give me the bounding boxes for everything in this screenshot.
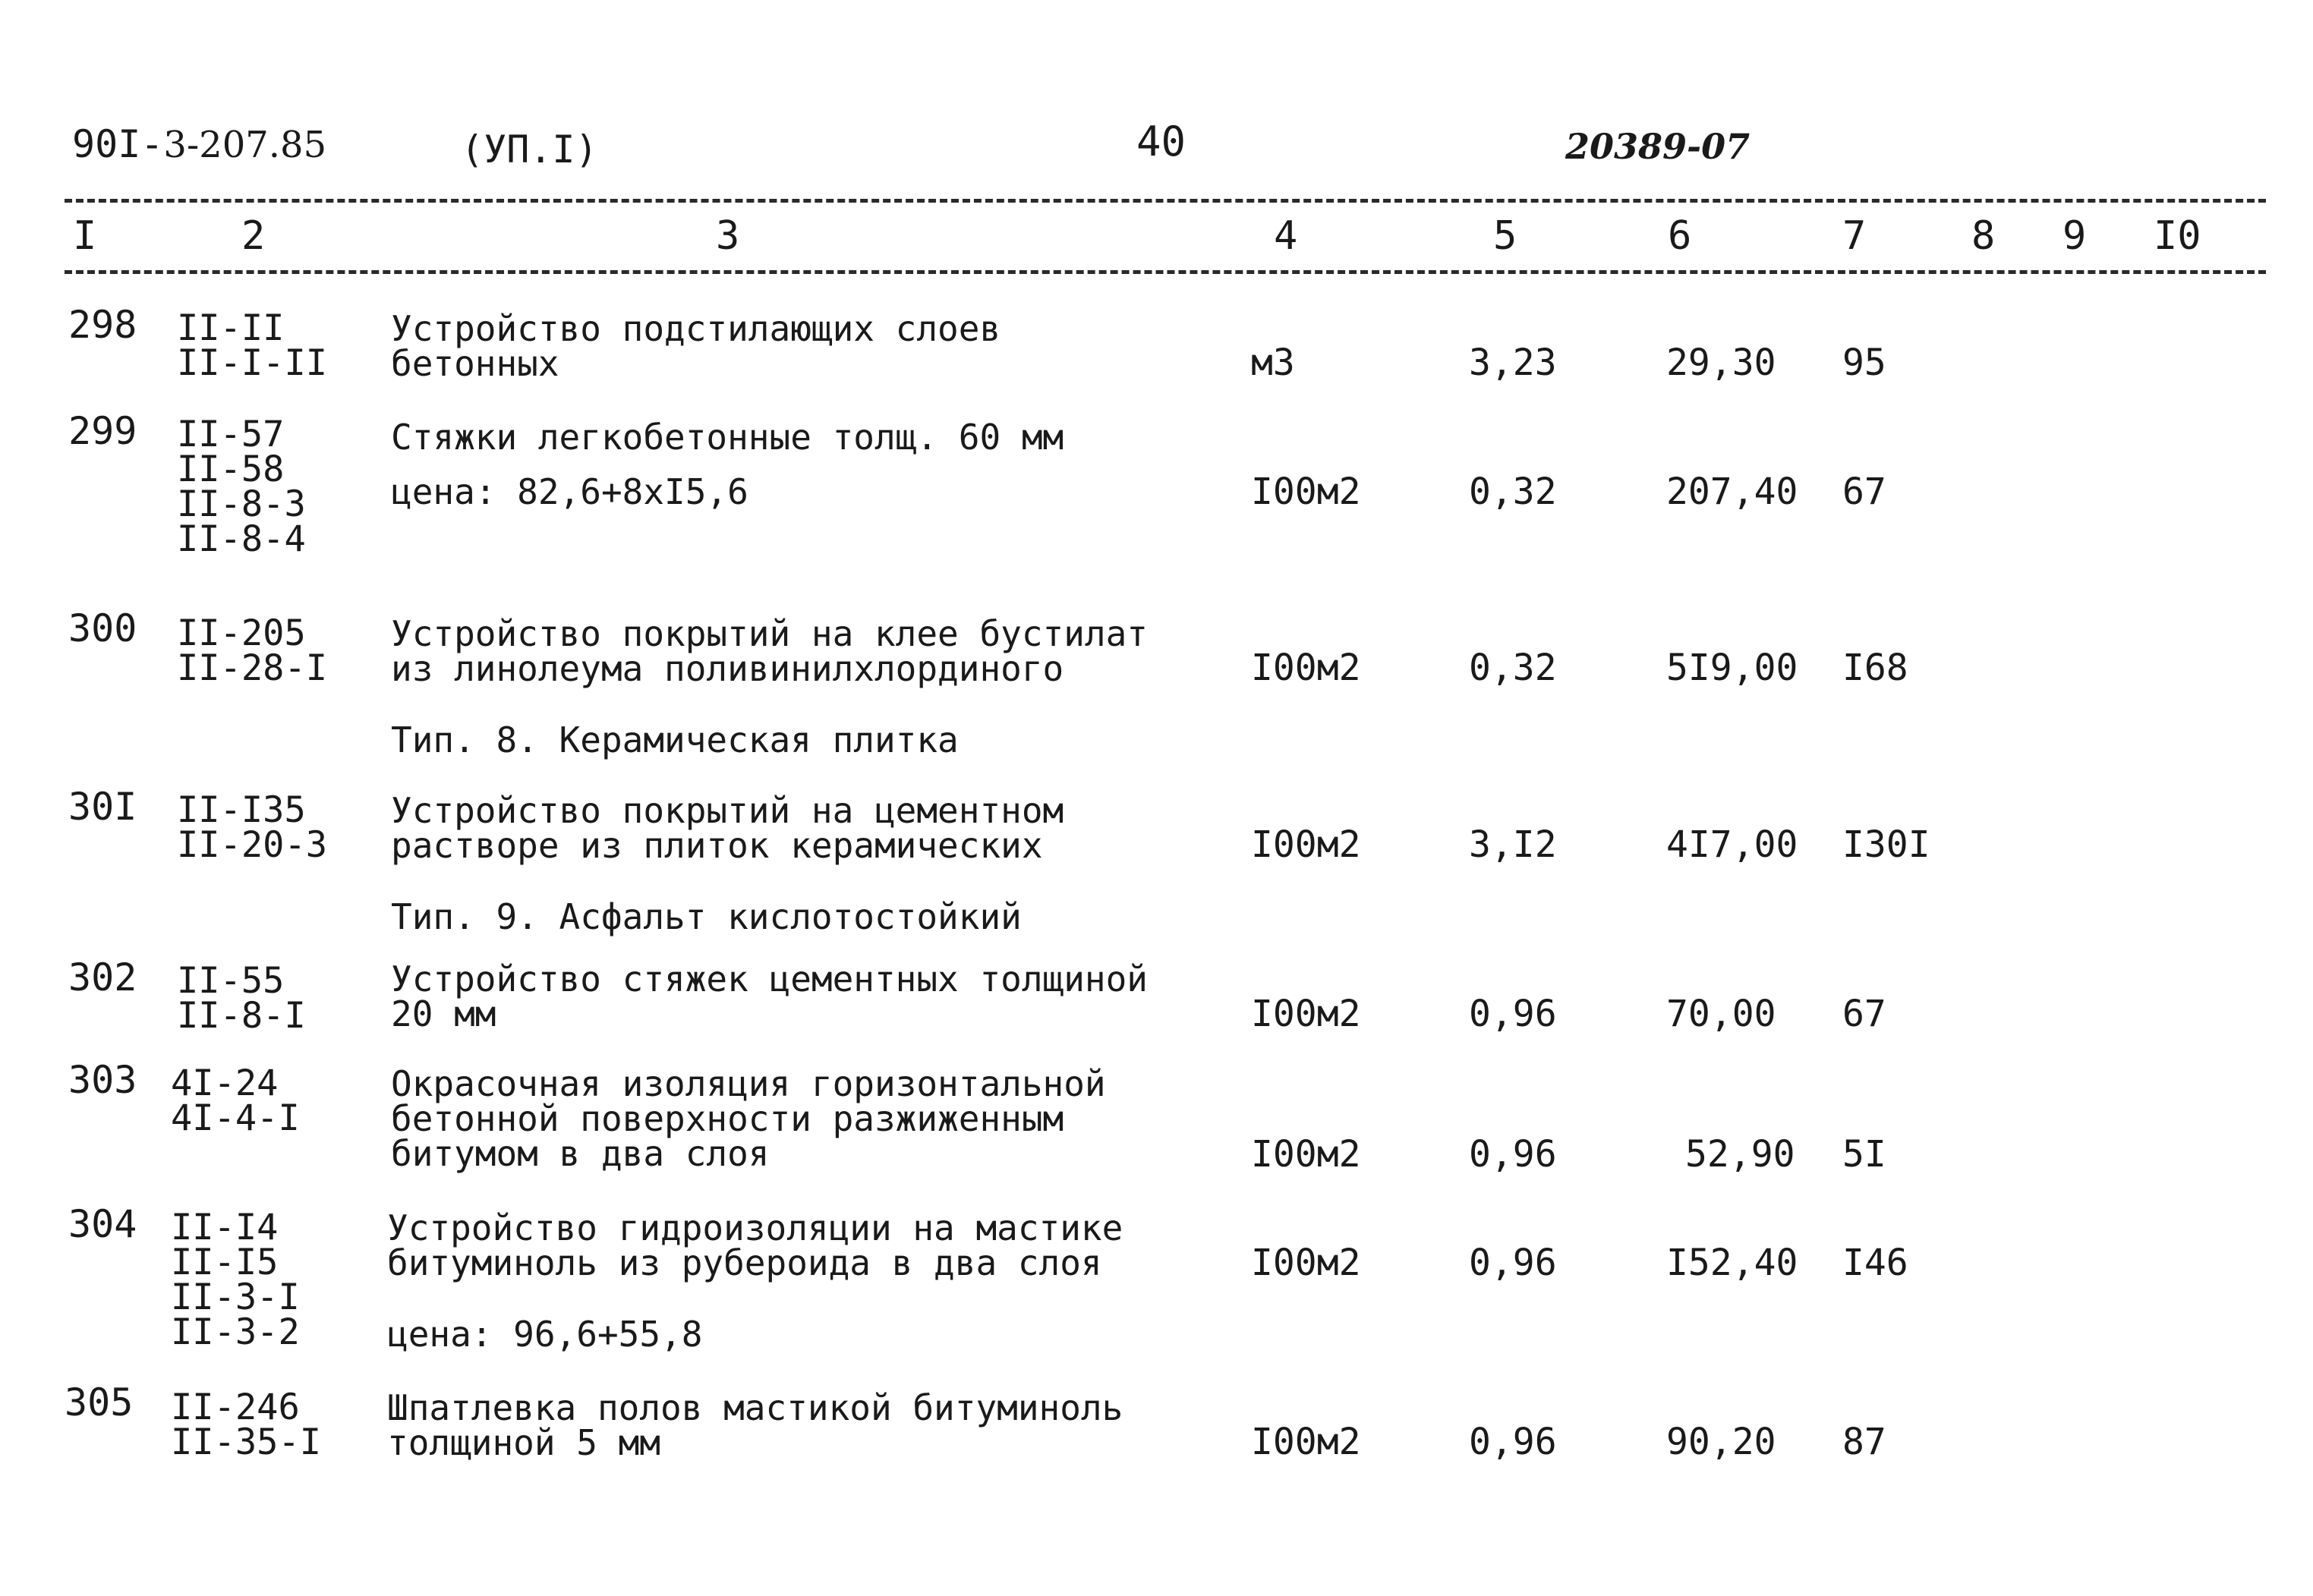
row-300-quantity: 0,32 [1469, 647, 1557, 689]
column-header-2: 2 [241, 213, 266, 259]
row-305-description: Шпатлевка полов мастикой битуминоль толщиной 5 мм [387, 1387, 1123, 1463]
row-301-number: 30I [68, 785, 137, 829]
row-298-total: 95 [1842, 342, 1886, 384]
row-299-unit-price: 207,40 [1666, 471, 1798, 513]
row-304-description: Устройство гидроизоляции на мастике битуминоль из рубероида в два слоя [387, 1207, 1123, 1283]
document-code-prefix: 90I- [72, 122, 164, 166]
row-298-description: Устройство подстилающих слоев бетонных [391, 308, 1001, 384]
row-302-codes: II-55 II-8-I [177, 960, 306, 1037]
row-298-unit: м3 [1251, 342, 1295, 384]
row-305-quantity: 0,96 [1469, 1421, 1557, 1463]
row-304-codes: II-I4 II-I5 II-3-I II-3-2 [171, 1207, 300, 1353]
column-header-5: 5 [1493, 213, 1517, 259]
row-300-unit: I00м2 [1251, 647, 1361, 689]
row-305-total: 87 [1842, 1421, 1886, 1463]
row-302-description: Устройство стяжек цементных толщиной 20 мм [391, 959, 1148, 1034]
row-298-quantity: 3,23 [1469, 342, 1557, 384]
row-304-quantity: 0,96 [1469, 1242, 1557, 1284]
row-305-unit: I00м2 [1251, 1421, 1361, 1463]
row-298-number: 298 [68, 303, 137, 347]
row-298-unit-price: 29,30 [1666, 342, 1776, 384]
column-header-6: 6 [1668, 213, 1692, 259]
row-299-quantity: 0,32 [1469, 471, 1557, 513]
type-9-heading: Тип. 9. Асфальт кислотостойкий [391, 896, 1022, 937]
row-302-quantity: 0,96 [1469, 993, 1557, 1035]
row-302-total: 67 [1842, 993, 1886, 1035]
row-303-total: 5I [1842, 1133, 1886, 1176]
document-code-handwritten: 3-207.85 [163, 124, 327, 166]
row-299-number: 299 [68, 409, 137, 453]
row-304-unit: I00м2 [1251, 1242, 1361, 1284]
row-303-number: 303 [68, 1058, 137, 1102]
row-304-price-note: цена: 96,6+55,8 [387, 1314, 703, 1355]
row-303-unit-price: 52,90 [1685, 1133, 1795, 1176]
row-298-codes: II-II II-I-II [177, 307, 328, 384]
row-301-unit-price: 4I7,00 [1666, 823, 1798, 866]
column-header-3: 3 [716, 213, 740, 259]
row-301-codes: II-I35 II-20-3 [177, 789, 328, 866]
document-code [72, 122, 327, 166]
row-299-total: 67 [1842, 471, 1886, 513]
column-header-7: 7 [1842, 213, 1867, 259]
row-302-unit: I00м2 [1251, 993, 1361, 1035]
row-299-description: Стяжки легкобетонные толщ. 60 мм [391, 417, 1064, 458]
row-305-codes: II-246 II-35-I [171, 1387, 322, 1463]
row-300-unit-price: 5I9,00 [1666, 647, 1798, 689]
row-303-description: Окрасочная изоляция горизонтальной бетонной поверхности разжиженным битумом в два слоя [391, 1063, 1106, 1174]
column-header-10: I0 [2154, 213, 2201, 259]
row-300-description: Устройство покрытий на клее бустилат из линолеума поливинилхлординого [391, 613, 1148, 689]
row-300-total: I68 [1842, 647, 1908, 689]
document-number: 20389-07 [1565, 126, 1751, 167]
row-300-number: 300 [68, 606, 137, 650]
row-304-total: I46 [1842, 1242, 1908, 1284]
row-304-number: 304 [68, 1202, 137, 1246]
row-305-number: 305 [65, 1380, 134, 1424]
column-header-9: 9 [2062, 213, 2087, 259]
row-305-unit-price: 90,20 [1666, 1421, 1776, 1463]
row-303-quantity: 0,96 [1469, 1133, 1557, 1176]
column-header-4: 4 [1274, 213, 1298, 259]
row-299-codes: II-57 II-58 II-8-3 II-8-4 [177, 414, 306, 560]
row-304-unit-price: I52,40 [1666, 1242, 1798, 1284]
row-302-number: 302 [68, 955, 137, 999]
row-301-total: I30I [1842, 823, 1930, 866]
header-rule-top [65, 199, 2266, 203]
row-301-quantity: 3,I2 [1469, 823, 1557, 866]
row-300-codes: II-205 II-28-I [177, 612, 328, 689]
row-302-unit-price: 70,00 [1666, 993, 1776, 1035]
row-303-codes: 4I-24 4I-4-I [171, 1062, 300, 1139]
row-299-price-note: цена: 82,6+8хI5,6 [391, 471, 748, 512]
column-header-1: I [73, 213, 97, 259]
row-301-description: Устройство покрытий на цементном растворе из плиток керамических [391, 790, 1064, 866]
type-8-heading: Тип. 8. Керамическая плитка [391, 719, 959, 760]
row-301-unit: I00м2 [1251, 823, 1361, 866]
row-303-unit: I00м2 [1251, 1133, 1361, 1176]
page-number: 40 [1136, 118, 1186, 165]
header-rule-bottom [65, 270, 2266, 274]
row-299-unit: I00м2 [1251, 471, 1361, 513]
document-section: (УП.I) [461, 127, 598, 172]
column-header-8: 8 [1971, 213, 1996, 259]
